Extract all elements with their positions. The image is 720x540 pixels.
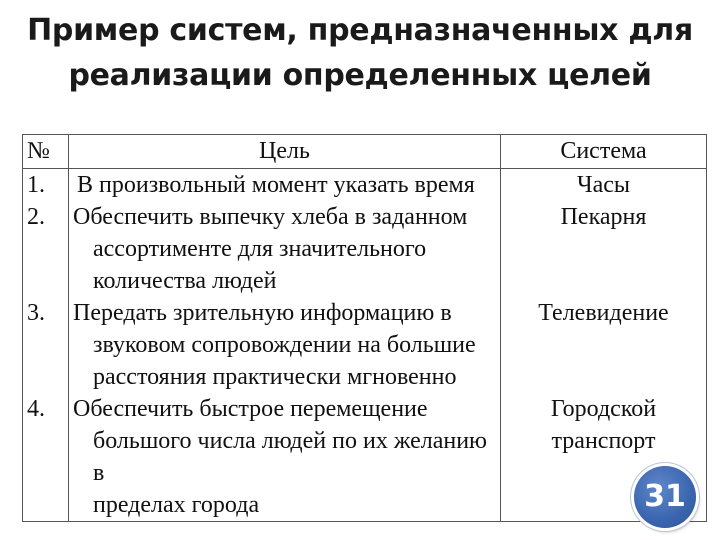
slide-title-line-2: реализации определенных целей bbox=[68, 58, 652, 93]
table-row bbox=[23, 297, 707, 393]
table-row bbox=[23, 169, 707, 202]
goals-systems-table bbox=[22, 134, 707, 522]
row-goal bbox=[69, 297, 501, 393]
row-goal bbox=[69, 169, 501, 202]
row-goal bbox=[69, 201, 501, 297]
row-number-text: 3. bbox=[27, 300, 45, 326]
header-system: Система bbox=[501, 135, 707, 169]
header-number: № bbox=[23, 135, 69, 169]
slide-title bbox=[0, 8, 720, 98]
row-number-text: 1. bbox=[27, 172, 45, 198]
goal-line: расстояния практически мгновенно bbox=[93, 364, 457, 390]
goal-line: большого числа людей по их желанию в bbox=[93, 428, 487, 486]
row-system bbox=[501, 201, 707, 297]
goal-line: звуковом сопровождении на большие bbox=[93, 332, 476, 358]
goal-line: Обеспечить выпечку хлеба в заданном bbox=[73, 204, 468, 230]
row-number bbox=[23, 201, 69, 297]
system-line: Телевидение bbox=[538, 300, 669, 326]
system-line: Часы bbox=[576, 172, 631, 198]
goal-line: количества людей bbox=[93, 268, 277, 294]
row-number bbox=[23, 297, 69, 393]
table-header-row bbox=[23, 135, 707, 169]
system-line: Пекарня bbox=[560, 204, 647, 230]
goal-line: ассортименте для значительного bbox=[93, 236, 427, 262]
page-number-badge: 31 bbox=[634, 466, 696, 528]
slide-title-line-1: Пример систем, предназначенных для bbox=[27, 13, 693, 48]
row-number-text: 2. bbox=[27, 204, 45, 230]
system-line: транспорт bbox=[551, 428, 656, 454]
table-row bbox=[23, 393, 707, 522]
row-system bbox=[501, 297, 707, 393]
goal-line: В произвольный момент указать время bbox=[77, 172, 475, 198]
goal-line: Передать зрительную информацию в bbox=[73, 300, 452, 326]
header-goal: Цель bbox=[69, 135, 501, 169]
goal-line: Обеспечить быстрое перемещение bbox=[73, 396, 428, 422]
row-number-text: 4. bbox=[27, 396, 45, 422]
row-number bbox=[23, 393, 69, 522]
system-line: Городской bbox=[550, 396, 657, 422]
table-row bbox=[23, 201, 707, 297]
goal-line: пределах города bbox=[93, 492, 260, 518]
row-goal bbox=[69, 393, 501, 522]
row-system bbox=[501, 169, 707, 202]
row-number bbox=[23, 169, 69, 202]
